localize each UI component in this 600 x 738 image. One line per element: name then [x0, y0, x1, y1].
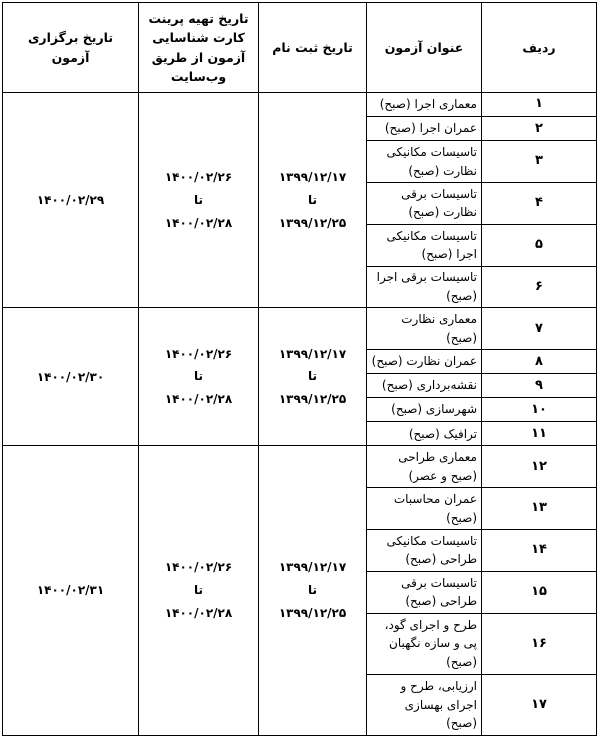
exam-title: تاسیسات مکانیکی اجرا (صبح): [367, 224, 482, 266]
card-print-start-date: ۱۴۰۰/۰۲/۲۶: [164, 169, 233, 184]
row-number: ۱۷: [482, 674, 597, 735]
card-print-end-date: ۱۴۰۰/۰۲/۲۸: [164, 606, 233, 621]
exam-title: تاسیسات برقی نظارت (صبح): [367, 182, 482, 224]
header-exam-date: تاریخ برگزاری آزمون: [3, 3, 139, 93]
table-row: [3, 93, 597, 117]
exam-title: ترافیک (صبح): [367, 422, 482, 446]
registration-date-range: [259, 308, 367, 446]
card-print-start-date: ۱۴۰۰/۰۲/۲۶: [164, 346, 233, 361]
exam-title: شهرسازی (صبح): [367, 398, 482, 422]
exam-title: تاسیسات مکانیکی نظارت (صبح): [367, 141, 482, 183]
row-number: ۸: [482, 350, 597, 374]
card-print-date-range: [139, 93, 259, 308]
card-print-end-date: ۱۴۰۰/۰۲/۲۸: [164, 392, 233, 407]
range-separator: تا: [193, 369, 203, 384]
row-number: ۳: [482, 141, 597, 183]
exam-title: نقشه‌برداری (صبح): [367, 374, 482, 398]
row-number: ۲: [482, 117, 597, 141]
registration-end-date: ۱۳۹۹/۱۲/۲۵: [278, 392, 347, 407]
card-print-date-range: [139, 446, 259, 736]
header-row: [3, 3, 597, 93]
header-row-number: ردیف: [482, 3, 597, 93]
header-registration-date: تاریخ ثبت نام: [259, 3, 367, 93]
exam-title: معماری طراحی (صبح و عصر): [367, 446, 482, 488]
registration-start-date: ۱۳۹۹/۱۲/۱۷: [278, 346, 347, 361]
row-number: ۱۳: [482, 488, 597, 530]
row-number: ۱۶: [482, 613, 597, 674]
exam-schedule-table: [2, 2, 597, 736]
row-number: ۹: [482, 374, 597, 398]
registration-date-range: [259, 446, 367, 736]
row-number: ۱۴: [482, 529, 597, 571]
registration-date-range: [259, 93, 367, 308]
card-print-end-date: ۱۴۰۰/۰۲/۲۸: [164, 215, 233, 230]
registration-end-date: ۱۳۹۹/۱۲/۲۵: [278, 606, 347, 621]
row-number: ۱۱: [482, 422, 597, 446]
card-print-date-range: [139, 308, 259, 446]
exam-title: تاسیسات برقی اجرا (صبح): [367, 266, 482, 308]
range-separator: تا: [193, 583, 203, 598]
row-number: ۶: [482, 266, 597, 308]
exam-date: ۱۴۰۰/۰۲/۳۱: [3, 446, 139, 736]
header-card-print-date: تاریخ تهیه پرینت کارت شناسایی آزمون از طریق وب‌سایت: [139, 3, 259, 93]
row-number: ۱۵: [482, 571, 597, 613]
registration-start-date: ۱۳۹۹/۱۲/۱۷: [278, 560, 347, 575]
exam-title: معماری اجرا (صبح): [367, 93, 482, 117]
exam-title: عمران اجرا (صبح): [367, 117, 482, 141]
row-number: ۴: [482, 182, 597, 224]
card-print-start-date: ۱۴۰۰/۰۲/۲۶: [164, 560, 233, 575]
registration-end-date: ۱۳۹۹/۱۲/۲۵: [278, 215, 347, 230]
range-separator: تا: [193, 192, 203, 207]
header-exam-title: عنوان آزمون: [367, 3, 482, 93]
exam-title: تاسیسات مکانیکی طراحی (صبح): [367, 529, 482, 571]
row-number: ۱۲: [482, 446, 597, 488]
range-separator: تا: [307, 583, 317, 598]
exam-title: معماری نظارت (صبح): [367, 308, 482, 350]
row-number: ۷: [482, 308, 597, 350]
exam-title: تاسیسات برقی طراحی (صبح): [367, 571, 482, 613]
row-number: ۵: [482, 224, 597, 266]
table-row: [3, 446, 597, 488]
exam-date: ۱۴۰۰/۰۲/۲۹: [3, 93, 139, 308]
exam-title: عمران محاسبات (صبح): [367, 488, 482, 530]
registration-start-date: ۱۳۹۹/۱۲/۱۷: [278, 169, 347, 184]
row-number: ۱: [482, 93, 597, 117]
exam-title: طرح و اجرای گود، پی و سازه نگهبان (صبح): [367, 613, 482, 674]
table-body: [3, 93, 597, 736]
row-number: ۱۰: [482, 398, 597, 422]
range-separator: تا: [307, 192, 317, 207]
exam-title: عمران نظارت (صبح): [367, 350, 482, 374]
range-separator: تا: [307, 369, 317, 384]
exam-title: ارزیابی، طرح و اجرای بهسازی (صبح): [367, 674, 482, 735]
exam-date: ۱۴۰۰/۰۲/۳۰: [3, 308, 139, 446]
table-row: [3, 308, 597, 350]
